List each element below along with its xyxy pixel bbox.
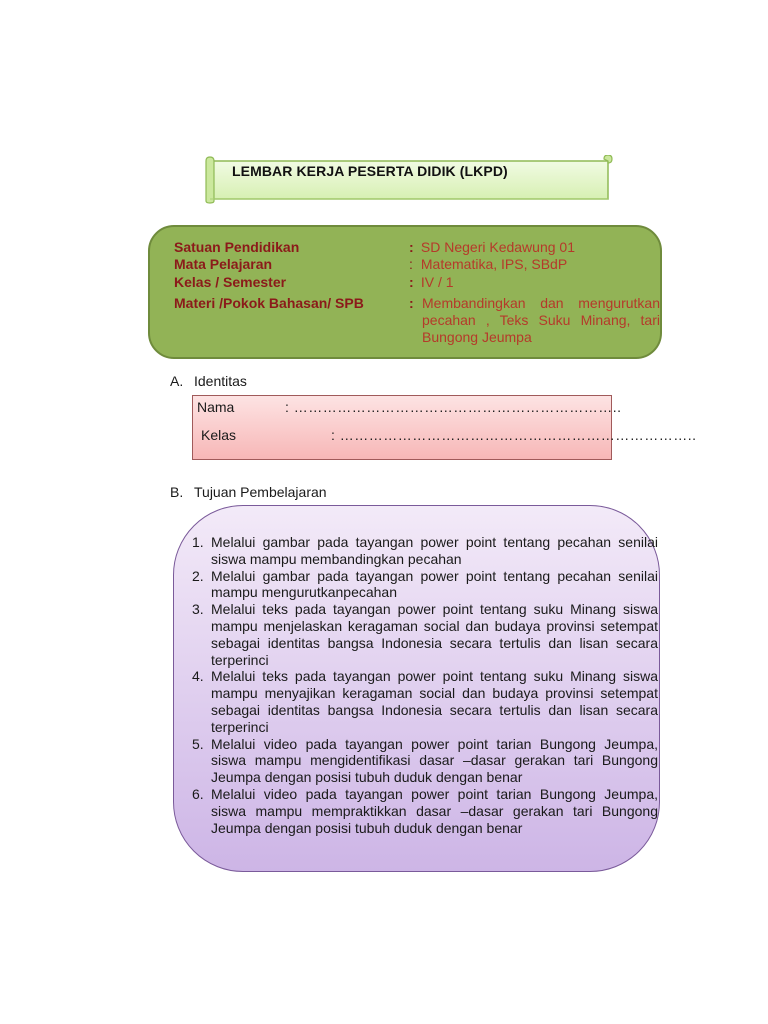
section-b-heading: [170, 484, 327, 500]
objective-text: Melalui gambar pada tayangan power point tentang pecahan senilai mampu mengurutkanpecahan: [211, 567, 658, 601]
objective-number: 6.: [192, 785, 204, 802]
objectives-list: [192, 534, 658, 836]
name-field[interactable]: [197, 399, 622, 415]
info-value: SD Negeri Kedawung 01: [420, 239, 575, 255]
info-colon: :: [409, 295, 414, 311]
name-label: Nama: [197, 399, 235, 415]
class-label: Kelas: [201, 427, 237, 443]
objective-number: 4.: [192, 668, 204, 685]
info-value: Matematika, IPS, SBdP: [420, 256, 568, 272]
info-label: Materi /Pokok Bahasan/ SPB: [174, 295, 364, 311]
info-value-material: Membandingkan dan mengurutkan pecahan , Teks Suku Minang, tari Bungong Jeumpa: [422, 295, 660, 345]
info-label: Kelas / Semester: [174, 274, 287, 290]
objective-text: Melalui video pada tayangan power point tarian Bungong Jeumpa, siswa mampu mempraktikkan dasar –dasar gerakan tari Bungong Jeumpa dengan posisi tubuh duduk dengan benar: [211, 785, 658, 836]
objective-number: 5.: [192, 735, 204, 752]
section-title: Tujuan Pembelajaran: [194, 484, 327, 500]
objective-item: [192, 534, 658, 568]
info-row-material: [174, 295, 417, 311]
info-row-class: [174, 274, 454, 290]
objective-text: Melalui video pada tayangan power point tarian Bungong Jeumpa, siswa mampu mengidentifikasi dasar –dasar gerakan tari Bungong Jeumpa dengan posisi tubuh duduk dengan benar: [211, 735, 658, 786]
page-title: LEMBAR KERJA PESERTA DIDIK (LKPD): [232, 163, 508, 179]
class-field[interactable]: [201, 427, 697, 443]
info-colon: :: [409, 256, 413, 272]
info-colon: :: [409, 239, 414, 255]
objective-number: 2.: [192, 567, 204, 584]
info-row-subject: [174, 256, 567, 272]
info-label: Satuan Pendidikan: [174, 239, 300, 255]
objective-text: Melalui teks pada tayangan power point tentang suku Minang siswa mampu menjelaskan keragaman social dan budaya provinsi setempat sebagai identitas bangsa Indonesia secara tertulis dan lisan secara terperinci: [211, 601, 658, 668]
objective-item: [192, 736, 658, 786]
title-banner: [204, 155, 614, 205]
class-dots: : ………………………………………………………………..: [331, 427, 697, 443]
objective-number: 1.: [192, 534, 204, 550]
school-info-box: [148, 225, 662, 359]
info-row-school: [174, 239, 575, 255]
objective-text: Melalui teks pada tayangan power point tentang suku Minang siswa mampu menyajikan keragaman social dan budaya provinsi setempat sebagai identitas bangsa Indonesia secara tertulis dan lisan secara terperinci: [211, 668, 658, 735]
info-label: Mata Pelajaran: [174, 256, 273, 272]
objective-number: 3.: [192, 601, 204, 618]
objective-item: [192, 568, 658, 602]
section-a-heading: [170, 373, 247, 389]
info-value: IV / 1: [420, 274, 454, 290]
identity-box: [192, 395, 697, 460]
name-dots: : …………………………………………………………..: [285, 399, 622, 415]
learning-objectives-box: [173, 505, 660, 872]
objective-item: [192, 668, 658, 735]
objective-text: Melalui gambar pada tayangan power point tentang pecahan senilai siswa mampu membandingkan pecahan: [211, 534, 658, 567]
section-letter: B.: [170, 484, 184, 500]
info-colon: :: [409, 274, 414, 290]
section-title: Identitas: [194, 373, 247, 389]
section-letter: A.: [170, 373, 184, 389]
objective-item: [192, 601, 658, 668]
objective-item: [192, 786, 658, 836]
